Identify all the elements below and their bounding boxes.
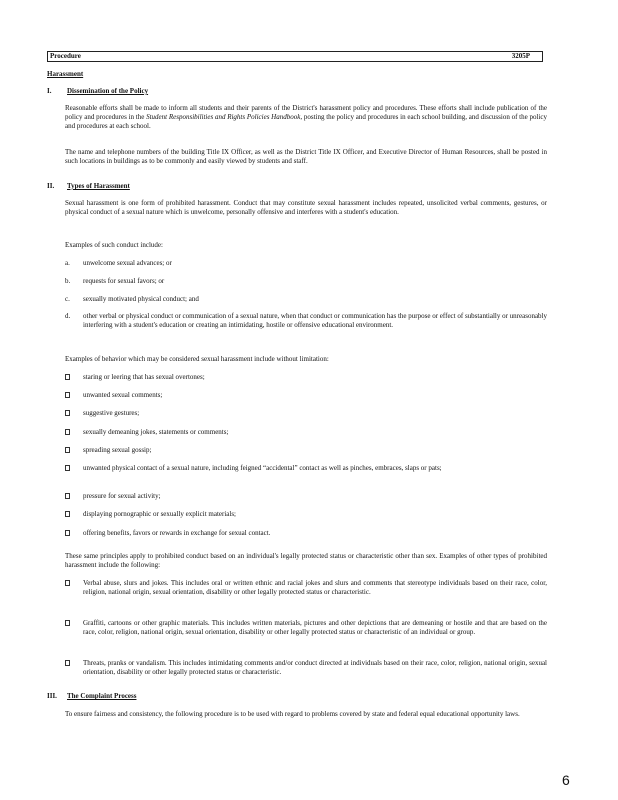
section-heading-1 bbox=[47, 87, 148, 96]
paragraph: The name and telephone numbers of the building Title IX Officer, as well as the District Title IX Officer, and Executive Director of Human Resources, shall be posted in such locations in buildings as to be commonly and easily viewed by students and staff. bbox=[65, 148, 547, 165]
bullet-item bbox=[65, 510, 547, 520]
bullet-box-icon bbox=[65, 410, 70, 416]
bullet-text: displaying pornographic or sexually explicit materials; bbox=[83, 510, 236, 518]
bullet-text: unwanted physical contact of a sexual nature, including feigned “accidental” contact as well as pinches, embraces, slaps or pats; bbox=[83, 464, 442, 472]
bullet-box-icon bbox=[65, 580, 70, 586]
bullet-box-icon bbox=[65, 530, 70, 536]
list-item bbox=[65, 295, 547, 304]
header-label: Procedure bbox=[50, 52, 81, 60]
bullet-text: Verbal abuse, slurs and jokes. This includes oral or written ethnic and racial jokes and slurs and comments that stereotype individuals based on their race, color, religion, national origin, sexual orientation, disability or other legally protected status or characteristic. bbox=[83, 579, 547, 596]
list-marker: b. bbox=[65, 277, 71, 285]
list-marker: a. bbox=[65, 259, 70, 267]
list-text: unwelcome sexual advances; or bbox=[83, 259, 172, 267]
bullet-text: sexually demeaning jokes, statements or comments; bbox=[83, 428, 229, 436]
list-item bbox=[65, 277, 547, 286]
bullet-item bbox=[65, 464, 547, 474]
policy-title: Harassment bbox=[47, 70, 84, 78]
bullet-text: Graffiti, cartoons or other graphic materials. This includes written materials, pictures and other depictions that are demeaning or hostile and that are based on the race, color, religion, national origin, sexual orientation, disability or other legally protected status or characteristic of an individual or group. bbox=[83, 619, 547, 636]
bullet-box-icon bbox=[65, 447, 70, 453]
list-text: requests for sexual favors; or bbox=[83, 277, 165, 285]
bullet-item bbox=[65, 492, 547, 502]
bullet-box-icon bbox=[65, 374, 70, 380]
procedure-number: 3205P bbox=[511, 52, 530, 60]
behavior-label: Examples of behavior which may be considered sexual harassment include without limitation: bbox=[65, 355, 329, 363]
list-marker: d. bbox=[65, 312, 71, 320]
paragraph: To ensure fairness and consistency, the following procedure is to be used with regard to problems covered by state and federal equal educational opportunity laws. bbox=[65, 710, 520, 718]
bullet-text: unwanted sexual comments; bbox=[83, 391, 163, 399]
bullet-box-icon bbox=[65, 511, 70, 517]
bullet-text: suggestive gestures; bbox=[83, 409, 140, 417]
section-heading-3 bbox=[47, 692, 136, 701]
bullet-text: pressure for sexual activity; bbox=[83, 492, 161, 500]
bullet-box-icon bbox=[65, 493, 70, 499]
bullet-item bbox=[65, 373, 547, 383]
bullet-text: spreading sexual gossip; bbox=[83, 446, 152, 454]
page-number: 6 bbox=[562, 772, 570, 788]
bullet-box-icon bbox=[65, 429, 70, 435]
bullet-item bbox=[65, 446, 547, 456]
list-text: sexually motivated physical conduct; and bbox=[83, 295, 199, 303]
list-marker: c. bbox=[65, 295, 70, 303]
bullet-item bbox=[65, 409, 547, 419]
section-title: The Complaint Process bbox=[67, 692, 137, 700]
section-number: III. bbox=[47, 692, 57, 700]
bullet-text: staring or leering that has sexual overtones; bbox=[83, 373, 205, 381]
handbook-title: Student Responsibilities and Rights Policies Handbook bbox=[146, 113, 301, 121]
list-item bbox=[65, 259, 547, 268]
bullet-box-icon bbox=[65, 620, 70, 626]
bullet-item bbox=[65, 619, 547, 637]
bullet-box-icon bbox=[65, 660, 70, 666]
section-title: Dissemination of the Policy bbox=[67, 87, 149, 95]
bullet-text: Threats, pranks or vandalism. This includes intimidating comments and/or conduct directed at individuals based on their race, color, religion, national origin, sexual orientation, disability or other legally protected status or characteristic. bbox=[83, 659, 547, 676]
bullet-text: offering benefits, favors or rewards in exchange for sexual contact. bbox=[83, 529, 271, 537]
bullet-item bbox=[65, 529, 547, 539]
other-types-label: These same principles apply to prohibited conduct based on an individual's legally protected status or characteristic other than sex. Examples of other types of prohibited harassment include the following: bbox=[65, 552, 547, 569]
paragraph: Reasonable efforts shall be made to inform all students and their parents of the District's harassment policy and procedures. These efforts shall include publication of the policy and procedures in the Student Responsibilities and Rights Policies Handbook, posting the policy and procedures in each school building, and discussion of the policy and procedures at each school. bbox=[65, 104, 547, 130]
section-title: Types of Harassment bbox=[67, 182, 130, 190]
list-item bbox=[65, 312, 547, 330]
bullet-box-icon bbox=[65, 392, 70, 398]
bullet-item bbox=[65, 579, 547, 597]
section-number: I. bbox=[47, 87, 52, 95]
bullet-box-icon bbox=[65, 465, 70, 471]
bullet-item bbox=[65, 391, 547, 401]
list-text: other verbal or physical conduct or communication of a sexual nature, when that conduct or communication has the purpose or effect of substantially or unreasonably interfering with a student's education or creating an intimidating, hostile or offensive educational environment. bbox=[83, 312, 547, 329]
examples-label: Examples of such conduct include: bbox=[65, 241, 163, 249]
paragraph: Sexual harassment is one form of prohibited harassment. Conduct that may constitute sexual harassment includes repeated, unsolicited verbal comments, gestures, or physical conduct of a sexual nature which is unwelcome, personally offensive and interferes with a student's education. bbox=[65, 199, 547, 216]
bullet-item bbox=[65, 428, 547, 438]
bullet-item bbox=[65, 659, 547, 677]
section-heading-2 bbox=[47, 182, 130, 191]
procedure-header bbox=[47, 51, 543, 62]
section-number: II. bbox=[47, 182, 55, 190]
